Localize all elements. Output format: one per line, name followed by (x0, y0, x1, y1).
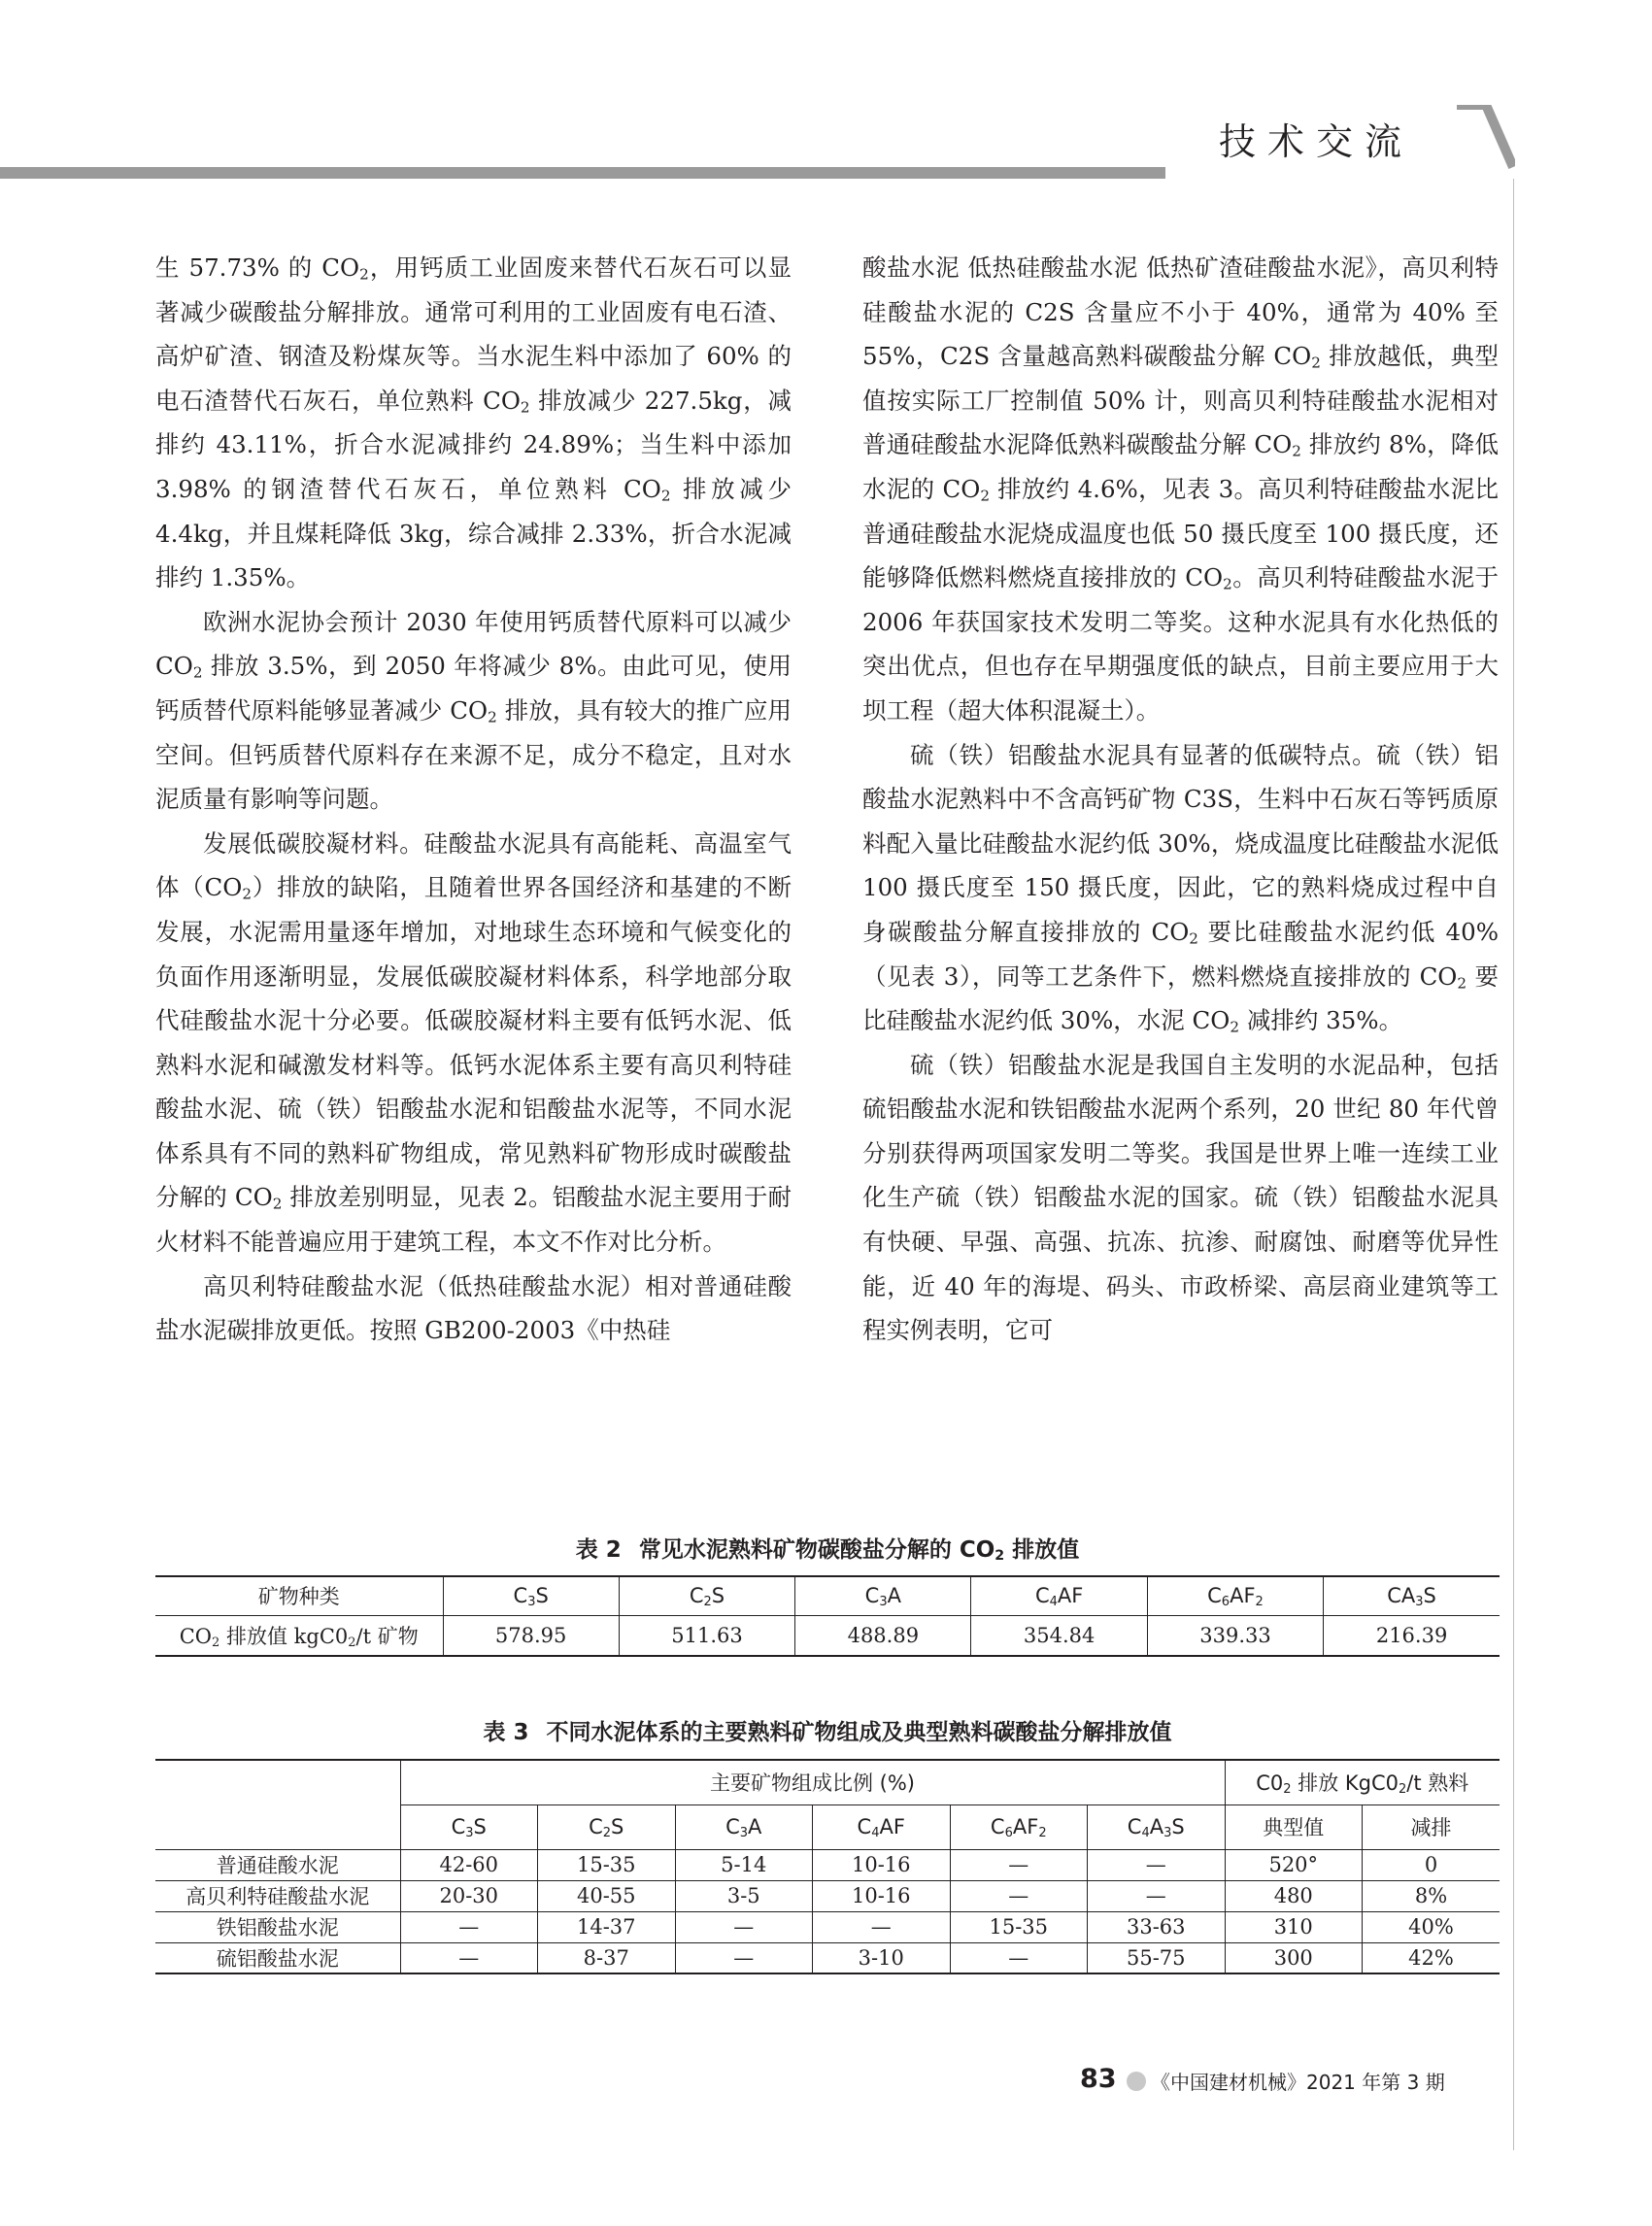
table3-cell: 33-63 (1088, 1911, 1226, 1942)
subscript: 2 (1292, 442, 1301, 460)
paragraph (155, 822, 792, 1265)
text-run: ）排放的缺陷，且随着世界各国经济和基建的不断发展，水泥需用量逐年增加，对地球生态环境和气候变化的负面作用逐渐明显，发展低碳胶凝材料体系，科学地部分取代硅酸盐水泥十分必要。低碳胶凝材料主要有低钙水泥、低熟料水泥和碱激发材料等。低钙水泥体系主要有高贝利特硅酸盐水泥、硫（铁）铝酸盐水泥和铝酸盐水泥等，不同水泥体系具有不同的熟料矿物组成，常见熟料矿物形成时碳酸盐分解的 CO (155, 873, 792, 1212)
subscript: 2 (1038, 1825, 1047, 1840)
table2-row-label (155, 1615, 443, 1656)
table2 (155, 1575, 1500, 1657)
subscript: 2 (272, 1195, 283, 1213)
table2-data-row (155, 1615, 1500, 1656)
table3-cell: 3-5 (675, 1880, 813, 1911)
table3-cell: — (675, 1911, 813, 1942)
text-run: S (1423, 1584, 1436, 1608)
table3-cell: 8% (1363, 1880, 1500, 1911)
table2-cell: 578.95 (443, 1615, 619, 1656)
text-run: AF (1012, 1815, 1039, 1838)
text-run: 减排约 35%。 (1239, 1006, 1403, 1035)
text-run: 排放，具有较大的推广应用空间。但钙质替代原料存在来源不足，成分不稳定，且对水泥质量有影响等问题。 (155, 695, 792, 814)
subscript: 2 (242, 885, 253, 903)
left-column (155, 246, 792, 1353)
subscript: 3 (879, 1595, 888, 1610)
text-run: 主要矿物组成比例 (%) (709, 1771, 915, 1796)
text-run: 矿物种类 (257, 1585, 340, 1609)
table3-cell: — (1088, 1849, 1226, 1880)
subscript: 3 (1415, 1595, 1424, 1610)
subscript: 3 (527, 1595, 536, 1610)
text-run: S (1171, 1815, 1185, 1838)
text-run: C (990, 1815, 1005, 1838)
subscript: 6 (1004, 1825, 1013, 1840)
text-run: AF (1057, 1584, 1084, 1608)
subscript: 2 (1399, 1782, 1407, 1798)
text-run: 典型值 (1263, 1816, 1325, 1839)
table-row (155, 1849, 1500, 1880)
table3-cell: 310 (1225, 1911, 1363, 1942)
text-run: 不同水泥体系的主要熟料矿物组成及典型熟料碳酸盐分解排放值 (546, 1720, 1172, 1745)
table3-cell: 40-55 (538, 1880, 676, 1911)
subscript: 3 (1163, 1825, 1172, 1840)
table3-column-header (1225, 1804, 1363, 1849)
table2-cell: 511.63 (619, 1615, 794, 1656)
table3-cell: 10-16 (813, 1880, 951, 1911)
table3-cell: 520° (1225, 1849, 1363, 1880)
subscript: 2 (1255, 1595, 1264, 1610)
subscript: 2 (488, 708, 497, 726)
table3-cell: 42-60 (400, 1849, 538, 1880)
subscript: 2 (348, 1635, 356, 1650)
table2-cell: 339.33 (1147, 1615, 1323, 1656)
table3-cell: 3-10 (813, 1942, 951, 1973)
table3-cell: 0 (1363, 1849, 1500, 1880)
table3-cell: — (813, 1911, 951, 1942)
text-run: C (857, 1815, 872, 1838)
text-run: S (473, 1815, 487, 1838)
table3-cell: 10-16 (813, 1849, 951, 1880)
table2-caption (155, 1532, 1500, 1564)
table3-cell: 20-30 (400, 1880, 538, 1911)
table3-cell: 42% (1363, 1942, 1500, 1973)
table3-corner-cell (155, 1760, 400, 1849)
text-run: 排放 3.5%，到 2050 年将减少 8%。由此可见，使用钙质替代原料能够显著减少 CO (155, 652, 792, 725)
text-run: 排放减少 4.4kg，并且煤耗降低 3kg，综合减排 2.33%，折合水泥减排约 1.35%。 (155, 474, 792, 592)
subscript: 2 (1311, 354, 1321, 372)
paragraph (862, 733, 1499, 1043)
text-run: 排放差别明显，见表 2。铝酸盐水泥主要用于耐火材料不能普遍应用于建筑工程，本文不作对比分析。 (155, 1183, 792, 1257)
subscript: 2 (359, 265, 369, 284)
subscript: 3 (465, 1825, 474, 1840)
subscript: 2 (1457, 973, 1467, 992)
text-run: AF (879, 1815, 905, 1838)
paragraph (155, 1265, 792, 1353)
table2-header-row (155, 1576, 1500, 1615)
text-run: S (711, 1584, 725, 1608)
text-run: C (589, 1815, 603, 1838)
table2-caption-text (639, 1537, 1079, 1563)
table3-cell: 15-35 (538, 1849, 676, 1880)
subscript: 2 (660, 487, 671, 505)
subscript: 4 (1141, 1825, 1150, 1840)
subscript: 2 (1230, 1018, 1240, 1036)
table-row (155, 1880, 1500, 1911)
table3-column-header (400, 1804, 538, 1849)
text-run: C (513, 1584, 528, 1608)
subscript: 2 (1283, 1782, 1292, 1798)
subscript: 3 (739, 1825, 749, 1840)
table3-cell: 300 (1225, 1942, 1363, 1973)
page-number: 83 (1080, 2064, 1117, 2094)
table3-row-label: 铁铝酸盐水泥 (155, 1911, 400, 1942)
text-run: C0 (1256, 1771, 1284, 1796)
table-row (155, 1911, 1500, 1942)
paragraph (155, 600, 792, 822)
table3-cell: — (400, 1942, 538, 1973)
subscript: 2 (192, 663, 203, 682)
text-run: 排放值 kgC0 (219, 1624, 349, 1648)
table3-caption-text (547, 1720, 1172, 1745)
table3-cell: — (950, 1880, 1088, 1911)
text-run: C (725, 1815, 740, 1838)
text-run: 要比硅酸盐水泥约低 30%，水泥 CO (862, 961, 1499, 1035)
subscript: 2 (602, 1825, 612, 1840)
text-run: 排放值 (1004, 1537, 1080, 1563)
text-run: A (887, 1584, 901, 1608)
table2-column-header (795, 1576, 971, 1615)
page-dot-ornament (1127, 2072, 1146, 2091)
text-run: 酸盐水泥 低热硅酸盐水泥 低热矿渣硅酸盐水泥》，高贝利特硅酸盐水泥的 C2S 含量应不小于 40%，通常为 40% 至 55%，C2S 含量越高熟料碳酸盐分解 CO (862, 253, 1499, 371)
text-run: 排放约 4.6%，见表 3。高贝利特硅酸盐水泥比普通硅酸盐水泥烧成温度也低 50 摄氏度至 100 摄氏度，还能够降低燃料燃烧直接排放的 CO (862, 474, 1499, 592)
text-run: 欧洲水泥协会预计 2030 年使用钙质替代原料可以减少 CO (155, 607, 792, 681)
subscript: 2 (1223, 575, 1232, 593)
text-run: 排放约 8%，降低水泥的 CO (862, 430, 1499, 503)
text-run: 排放 KgC0 (1291, 1771, 1399, 1796)
table3-cell: 14-37 (538, 1911, 676, 1942)
paragraph (155, 246, 792, 600)
table3-cell: 15-35 (950, 1911, 1088, 1942)
table2-caption-number: 表 2 (575, 1537, 622, 1563)
subscript: 2 (1189, 929, 1198, 948)
table2-column-header (1324, 1576, 1500, 1615)
table3-row-label: 高贝利特硅酸盐水泥 (155, 1880, 400, 1911)
table3-cell: — (675, 1942, 813, 1973)
table3-group-header-row (155, 1760, 1500, 1804)
section-title: 技术交流 (1219, 120, 1414, 163)
text-run: /t 矿物 (355, 1624, 419, 1648)
text-run: 要比硅酸盐水泥约低 40%（见表 3），同等工艺条件下，燃料燃烧直接排放的 CO (862, 917, 1499, 991)
table3 (155, 1759, 1500, 1974)
text-run: CO (179, 1624, 213, 1648)
table3-cell: 480 (1225, 1880, 1363, 1911)
table2-cell: 354.84 (971, 1615, 1147, 1656)
text-run: CA (1387, 1584, 1416, 1608)
table3-cell: 8-37 (538, 1942, 676, 1973)
subscript: 2 (520, 398, 530, 417)
table3-cell: — (950, 1942, 1088, 1973)
subscript: 2 (995, 1548, 1005, 1565)
text-run: 生 57.73% 的 CO (155, 253, 360, 282)
text-run: ，用钙质工业固废来替代石灰石可以显著减少碳酸盐分解排放。通常可利用的工业固废有电石渣、高炉矿渣、钢渣及粉煤灰等。当水泥生料中添加了 60% 的电石渣替代石灰石，单位熟料 CO (155, 253, 792, 415)
text-run: 硫（铁）铝酸盐水泥具有显著的低碳特点。硫（铁）铝酸盐水泥熟料中不含高钙矿物 C3S，生料中石灰石等钙质原料配入量比硅酸盐水泥约低 30%，烧成温度比硅酸盐水泥低 100 摄氏度至 150 摄氏度，因此，它的熟料烧成过程中自身碳酸盐分解直接排放的 CO (862, 740, 1499, 946)
text-run: C (689, 1584, 704, 1608)
table3-row-label: 普通硅酸水泥 (155, 1849, 400, 1880)
table2-column-header (619, 1576, 794, 1615)
right-margin-rule (1513, 179, 1514, 2150)
table2-column-header (971, 1576, 1147, 1615)
text-run: 常见水泥熟料矿物碳酸盐分解的 CO (638, 1537, 995, 1563)
table2-row-header-label (155, 1576, 443, 1615)
subscript: 2 (703, 1595, 712, 1610)
text-run: A (748, 1815, 762, 1838)
text-run: A (1149, 1815, 1164, 1838)
text-run: 硫（铁）铝酸盐水泥是我国自主发明的水泥品种，包括硫铝酸盐水泥和铁铝酸盐水泥两个系列，20 世纪 80 年代曾分别获得两项国家发明二等奖。我国是世界上唯一连续工业化生产硫（铁）铝酸盐水泥的国家。硫（铁）铝酸盐水泥具有快硬、早强、高强、抗冻、抗渗、耐腐蚀、耐磨等优异性能，近 40 年的海堤、码头、市政桥梁、高层商业建筑等工程实例表明，它可 (862, 1050, 1499, 1345)
journal-footer: 《中国建材机械》2021 年第 3 期 (1151, 2071, 1445, 2094)
text-run: 高贝利特硅酸盐水泥（低热硅酸盐水泥）相对普通硅酸盐水泥碳排放更低。按照 GB200-2003《中热硅 (155, 1271, 792, 1345)
text-run: S (535, 1584, 549, 1608)
text-run: C (1127, 1815, 1142, 1838)
paragraph (862, 246, 1499, 733)
table3-group-emission-header (1225, 1760, 1500, 1804)
table3-cell: 40% (1363, 1911, 1500, 1942)
text-run: 发展低碳胶凝材料。硅酸盐水泥具有高能耗、高温室气体（CO (155, 828, 792, 902)
table3-cell: — (1088, 1880, 1226, 1911)
table3-column-header (675, 1804, 813, 1849)
table3-column-header (1088, 1804, 1226, 1849)
table3-cell: — (950, 1849, 1088, 1880)
text-run: C (1207, 1584, 1222, 1608)
subscript: 4 (1049, 1595, 1058, 1610)
table3-row-label: 硫铝酸盐水泥 (155, 1942, 400, 1973)
table2-column-header (443, 1576, 619, 1615)
table3-caption (155, 1714, 1500, 1746)
table2-cell: 488.89 (795, 1615, 971, 1656)
table2-column-header (1147, 1576, 1323, 1615)
table3-caption-number: 表 3 (483, 1720, 529, 1745)
table-row (155, 1942, 1500, 1973)
table3-group-mineral-header (400, 1760, 1225, 1804)
text-run: 减排 (1410, 1816, 1452, 1839)
subscript: 2 (212, 1635, 220, 1650)
table3-cell: 55-75 (1088, 1942, 1226, 1973)
text-run: C (451, 1815, 466, 1838)
text-run: 排放减少 227.5kg，减排约 43.11%，折合水泥减排约 24.89%；当生料中添加 3.98% 的钢渣替代石灰石，单位熟料 CO (155, 386, 792, 503)
table3-cell: — (400, 1911, 538, 1942)
text-run: /t 熟料 (1406, 1771, 1469, 1796)
table3-column-header (950, 1804, 1088, 1849)
subscript: 4 (871, 1825, 880, 1840)
text-run: C (1034, 1584, 1050, 1608)
table3-column-header (1363, 1804, 1500, 1849)
text-run: C (864, 1584, 880, 1608)
text-run: AF (1230, 1584, 1256, 1608)
text-run: 。高贝利特硅酸盐水泥于 2006 年获国家技术发明二等奖。这种水泥具有水化热低的突出优点，但也存在早期强度低的缺点，目前主要应用于大坝工程（超大体积混凝土）。 (862, 563, 1500, 725)
text-run: S (611, 1815, 624, 1838)
table2-cell: 216.39 (1324, 1615, 1500, 1656)
subscript: 6 (1221, 1595, 1231, 1610)
subscript: 2 (980, 487, 990, 505)
table3-body (155, 1849, 1500, 1973)
text-run: 排放越低，典型值按实际工厂控制值 50% 计，则高贝利特硅酸盐水泥相对普通硅酸盐水泥降低熟料碳酸盐分解 CO (862, 342, 1499, 459)
table3-cell: 5-14 (675, 1849, 813, 1880)
right-column (862, 246, 1499, 1353)
header-corner-ornament (1457, 105, 1515, 183)
paragraph (862, 1043, 1499, 1353)
table3-column-header (538, 1804, 676, 1849)
table3-column-header (813, 1804, 951, 1849)
